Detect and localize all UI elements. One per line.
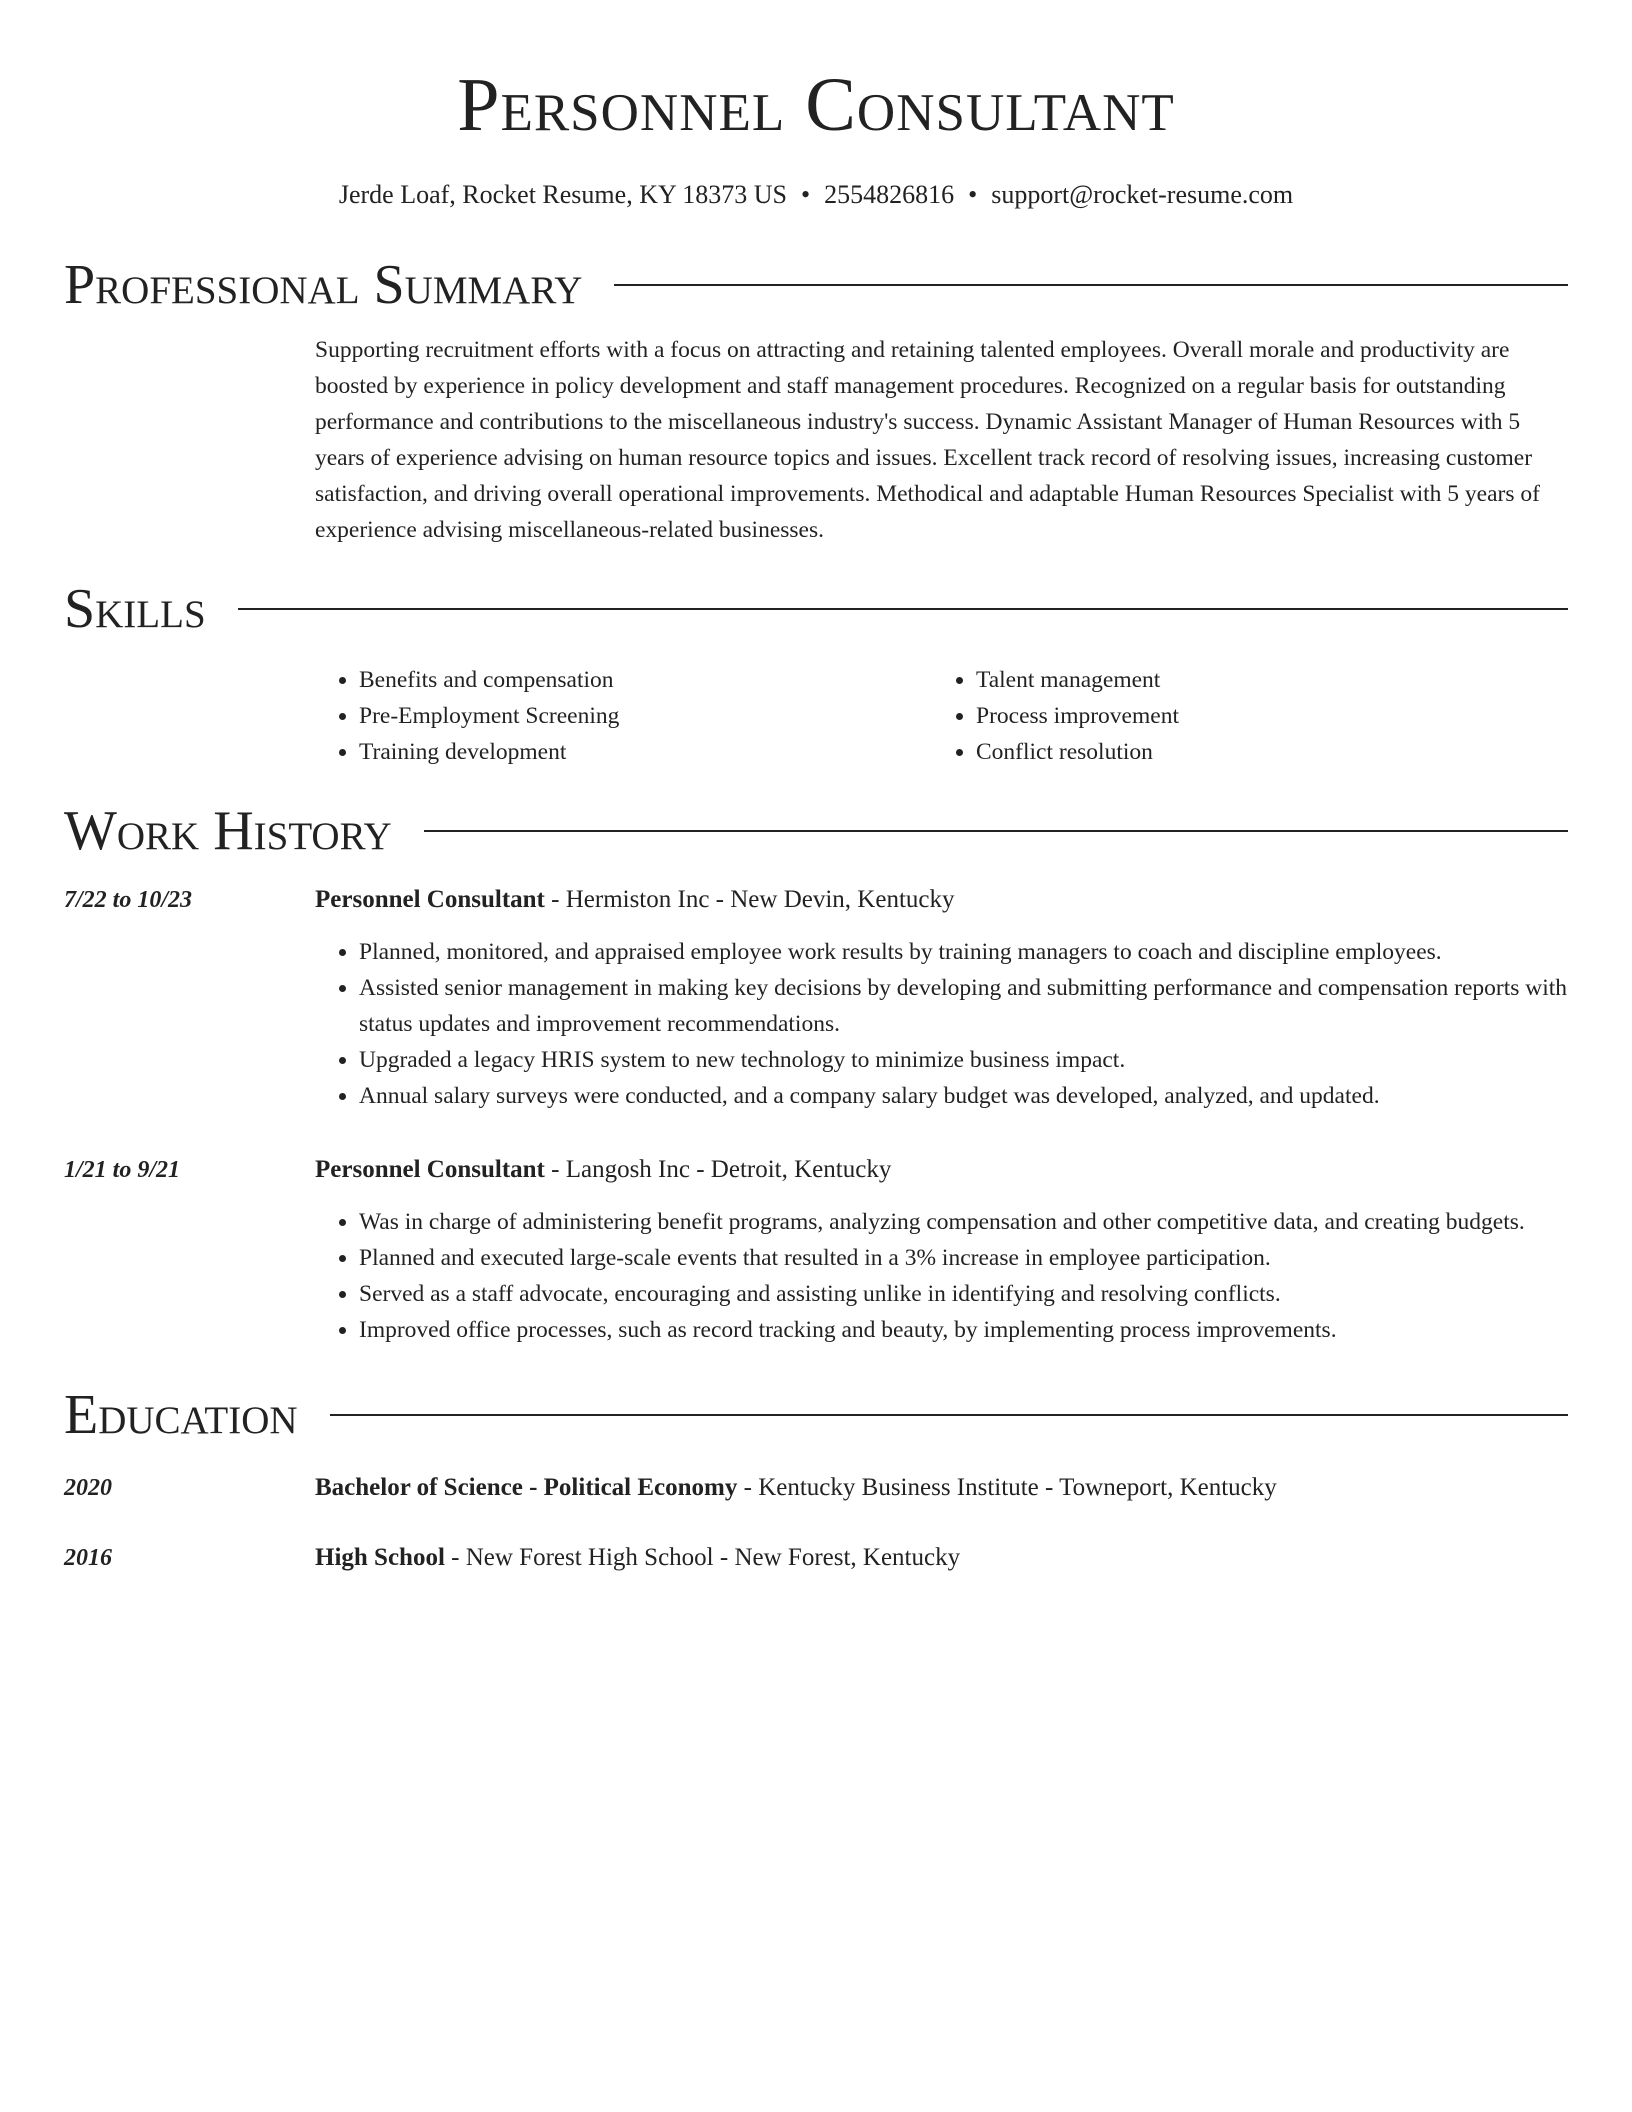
work-bullet: • Planned, monitored, and appraised employee work results by training managers to coach and discipline employees.	[359, 934, 1568, 970]
skills-section-header	[64, 574, 1568, 644]
section-divider	[238, 608, 1568, 610]
work-bullet: • Improved office processes, such as record tracking and beauty, by implementing process improvements.	[359, 1312, 1568, 1348]
work-bullet: • Planned and executed large-scale events that resulted in a 3% increase in employee participation.	[359, 1240, 1568, 1276]
work-bullet: • Served as a staff advocate, encouraging and assisting unlike in identifying and resolving conflicts.	[359, 1276, 1568, 1312]
work-role: Personnel Consultant	[315, 1156, 545, 1183]
work-bullet: • Assisted senior management in making key decisions by developing and submitting performance and compensation reports with status updates and improvement recommendations.	[359, 970, 1568, 1042]
resume-page	[64, 0, 1568, 1576]
section-divider	[424, 830, 1568, 832]
skills-column-right	[932, 662, 1549, 770]
education-section-header	[64, 1380, 1568, 1450]
contact-separator: •	[801, 180, 811, 209]
work-entry	[64, 1152, 1568, 1348]
skills-title: Skills	[64, 578, 206, 640]
summary-title: Professional Summary	[64, 254, 583, 316]
education-heading	[315, 1540, 1568, 1576]
work-details: - Hermiston Inc - New Devin, Kentucky	[544, 886, 955, 913]
contact-line	[64, 178, 1568, 212]
work-bullet: • Annual salary surveys were conducted, and a company salary budget was developed, analyzed, and updated.	[359, 1078, 1568, 1114]
skill-item: • Conflict resolution	[976, 734, 1549, 770]
skills-list	[315, 662, 1568, 770]
work-dates: 7/22 to 10/23	[64, 887, 193, 913]
education-degree: Bachelor of Science - Political Economy	[315, 1474, 738, 1501]
skill-item: • Benefits and compensation	[359, 662, 932, 698]
education-degree: High School	[315, 1544, 445, 1571]
work-title: Work History	[64, 800, 392, 862]
work-section-header	[64, 796, 1568, 866]
skill-item: • Pre-Employment Screening	[359, 698, 932, 734]
work-bullet: • Was in charge of administering benefit programs, analyzing compensation and other competitive data, and creating budgets.	[359, 1204, 1568, 1240]
education-year: 2016	[64, 1545, 112, 1571]
resume-name: Personnel Consultant	[457, 63, 1175, 147]
work-role: Personnel Consultant	[315, 886, 545, 913]
contact-email: support@rocket-resume.com	[991, 180, 1294, 209]
skill-item: • Talent management	[976, 662, 1549, 698]
education-entry	[64, 1470, 1568, 1506]
education-details: - Kentucky Business Institute - Towneport, Kentucky	[737, 1474, 1277, 1501]
work-dates: 1/21 to 9/21	[64, 1157, 181, 1183]
contact-address: Jerde Loaf, Rocket Resume, KY 18373 US	[338, 180, 788, 209]
work-bullets	[315, 1204, 1568, 1348]
work-bullets	[315, 934, 1568, 1114]
section-divider	[330, 1414, 1568, 1416]
education-year: 2020	[64, 1475, 112, 1501]
work-entry-body	[315, 1152, 1568, 1348]
education-heading	[315, 1470, 1568, 1506]
section-divider	[614, 284, 1568, 286]
work-details: - Langosh Inc - Detroit, Kentucky	[544, 1156, 892, 1183]
education-details: - New Forest High School - New Forest, Kentucky	[444, 1544, 961, 1571]
education-entry	[64, 1540, 1568, 1576]
skills-column-left	[315, 662, 932, 770]
summary-section-header	[64, 250, 1568, 320]
work-entry	[64, 882, 1568, 1114]
education-title: Education	[64, 1384, 298, 1446]
work-heading	[315, 882, 1568, 918]
skill-item: • Training development	[359, 734, 932, 770]
work-bullet: • Upgraded a legacy HRIS system to new technology to minimize business impact.	[359, 1042, 1568, 1078]
skill-item: • Process improvement	[976, 698, 1549, 734]
contact-phone: 2554826816	[824, 180, 955, 209]
work-entry-body	[315, 882, 1568, 1114]
work-heading	[315, 1152, 1568, 1188]
contact-separator: •	[968, 180, 978, 209]
summary-text: Supporting recruitment efforts with a focus on attracting and retaining talented employees. Overall morale and productivity are boosted by experience in policy development and staff management procedures. Recognized on a regular basis for outstanding performance and contributions to the miscellaneous industry's success. Dynamic Assistant Manager of Human Resources with 5 years of experience advising on human resource topics and issues. Excellent track record of resolving issues, increasing customer satisfaction, and driving overall operational improvements. Methodical and adaptable Human Resources Specialist with 5 years of experience advising miscellaneous-related businesses.	[315, 337, 1540, 543]
